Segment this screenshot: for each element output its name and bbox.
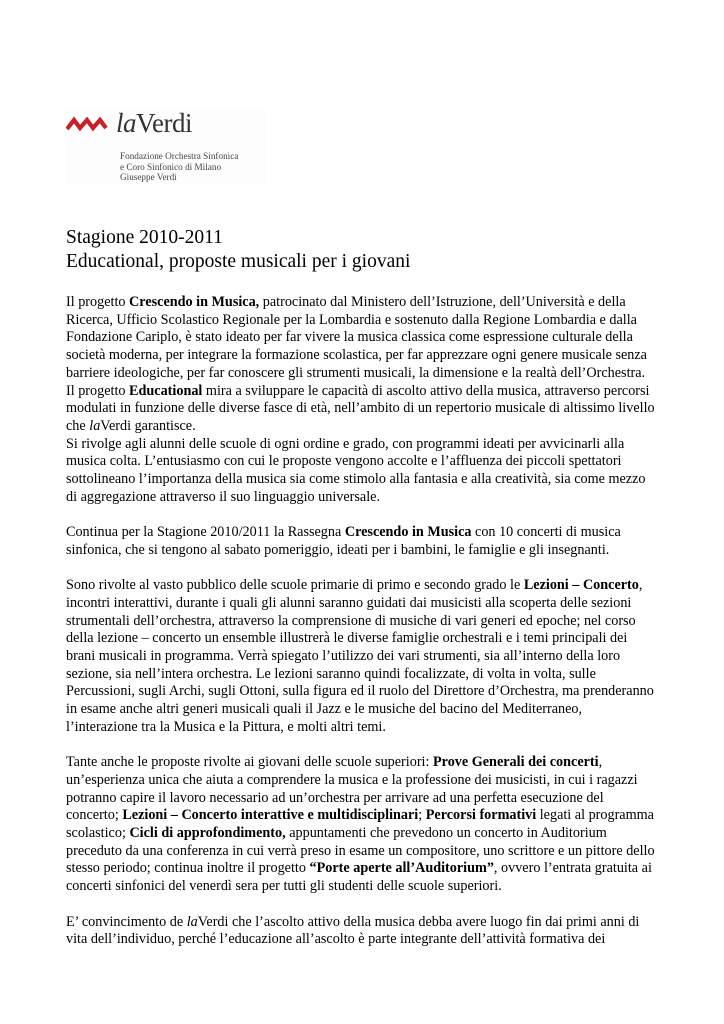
- text-run: potranno capire il lavoro necessario ad un’orchestra per arrivare ad una perfetta esecuzione del: [66, 789, 604, 806]
- text-run: modulati in funzione delle diverse fasce di età, nell’ambito di un repertorio musicale di altissimo livello: [66, 400, 655, 417]
- text-line: [66, 648, 666, 666]
- text-line: [66, 489, 666, 507]
- body-text: [66, 294, 666, 967]
- text-run: preceduto da una conferenza in cui verrà preso in esame un compositore, uno scrittore e un pittore dello: [66, 842, 655, 859]
- logo: [66, 108, 266, 184]
- text-run: società moderna, per integrare la formazione scolastica, per far apprezzare ogni genere musicale senza: [66, 347, 647, 364]
- paragraph: [66, 577, 666, 736]
- text-run: brani musicali in programma. Verrà spiegato l’utilizzo dei vari strumenti, sia all’interno della loro: [66, 648, 621, 665]
- text-line: [66, 436, 666, 454]
- bold-text: Lezioni – Concerto: [523, 577, 639, 594]
- paragraph: [66, 914, 666, 949]
- bold-text: Prove Generali dei concerti: [432, 754, 599, 771]
- text-line: [66, 524, 666, 542]
- italic-text: la: [186, 913, 198, 930]
- text-run: legati al programma: [536, 807, 654, 824]
- text-line: [66, 878, 666, 896]
- text-line: [66, 843, 666, 861]
- text-run: appuntamenti che prevedono un concerto in Auditorium: [285, 825, 607, 842]
- bold-text: Cicli di approfondimento,: [129, 825, 286, 842]
- text-line: [66, 666, 666, 684]
- text-run: che: [66, 417, 90, 434]
- text-run: concerti sinfonici del venerdì sera per tutti gli studenti delle scuole superiori.: [66, 878, 502, 895]
- bold-text: Percorsi formativi: [425, 807, 537, 824]
- text-line: [66, 400, 666, 418]
- text-line: [66, 595, 666, 613]
- logo-subtitle-line: Giuseppe Verdi: [120, 172, 177, 182]
- text-line: [66, 312, 666, 330]
- text-run: con 10 concerti di musica: [471, 524, 621, 541]
- text-run: Il progetto: [66, 294, 130, 310]
- text-run: E’ convincimento de: [66, 913, 187, 930]
- text-run: barriere ideologiche, per far conoscere gli strumenti musicali, la dimensione e la realtà dell’Orchestra.: [66, 364, 646, 381]
- text-run: ,: [638, 577, 643, 594]
- text-run: stesso periodo; continua inoltre il progetto: [66, 860, 310, 877]
- text-line: [66, 347, 666, 365]
- text-run: , ovvero l’entrata gratuita ai: [493, 860, 652, 877]
- text-run: concerto;: [66, 807, 123, 824]
- text-line: [66, 914, 666, 932]
- logo-name-prefix: la: [116, 108, 137, 138]
- text-run: ;: [418, 807, 426, 824]
- text-line: [66, 365, 666, 383]
- text-line: [66, 931, 666, 949]
- bold-text: Lezioni – Concerto interattive e multidisciplinari: [122, 807, 419, 824]
- italic-text: la: [89, 417, 101, 434]
- text-line: [66, 701, 666, 719]
- paragraph: [66, 524, 666, 559]
- text-run: ,: [598, 754, 603, 771]
- text-run: Sono rivolte al vasto pubblico delle scuole primarie di primo e secondo grado le: [66, 577, 524, 594]
- text-line: [66, 418, 666, 436]
- text-line: [66, 719, 666, 737]
- bold-text: Educational: [129, 382, 203, 399]
- text-run: Tante anche le proposte rivolte ai giovani delle scuole superiori:: [66, 754, 433, 771]
- logo-subtitle-line: Fondazione Orchestra Sinfonica: [120, 151, 239, 161]
- text-run: Verdi garantisce.: [100, 417, 196, 434]
- text-run: Si rivolge agli alunni delle scuole di ogni ordine e grado, con programmi ideati per avvicinarli alla: [66, 435, 625, 452]
- text-run: Verdi che l’ascolto attivo della musica debba avere luogo fin dai primi anni di: [197, 913, 640, 930]
- bold-text: Crescendo in Musica: [344, 524, 472, 541]
- text-line: [66, 471, 666, 489]
- text-line: [66, 613, 666, 631]
- text-line: [66, 790, 666, 808]
- text-line: [66, 683, 666, 701]
- page-title: [66, 226, 410, 274]
- logo-name-suffix: Verdi: [136, 108, 192, 138]
- text-run: Ricerca, Ufficio Scolastico Regionale per la Lombardia e sostenuto dalla Regione Lombardia e dalla: [66, 311, 637, 328]
- text-line: [66, 772, 666, 790]
- logo-name: [116, 108, 192, 138]
- text-run: un’esperienza unica che aiuta a comprendere la musica e la professione dei musicisti, in cui i ragazzi: [66, 771, 638, 788]
- bold-text: Crescendo in Musica,: [129, 294, 260, 310]
- text-line: [66, 383, 666, 401]
- text-line: [66, 807, 666, 825]
- text-run: l’interazione tra la Musica e la Pittura, e molti altri temi.: [66, 718, 386, 735]
- text-line: [66, 542, 666, 560]
- text-run: Percussioni, sugli Archi, sugli Ottoni, sulla figura ed il ruolo del Direttore d’Orchestra, ma prenderanno: [66, 683, 654, 700]
- text-line: [66, 630, 666, 648]
- text-run: sinfonica, che si tengono al sabato pomeriggio, ideati per i bambini, le famiglie e gli insegnanti.: [66, 541, 610, 558]
- wave-logo-icon: [66, 116, 110, 132]
- paragraph: [66, 294, 666, 506]
- text-run: in esame anche altri generi musicali quali il Jazz e le musiche del bacino del Mediterraneo,: [66, 701, 583, 718]
- text-line: [66, 860, 666, 878]
- text-run: scolastico;: [66, 825, 130, 842]
- text-run: vita dell’individuo, perché l’educazione all’ascolto è parte integrante dell’attività formativa dei: [66, 931, 606, 948]
- logo-subtitle-line: e Coro Sinfonico di Milano: [120, 161, 222, 172]
- title-line: Educational, proposte musicali per i giovani: [66, 251, 411, 272]
- text-run: incontri interattivi, durante i quali gli alunni saranno guidati dai musicisti alla scoperta delle sezioni: [66, 594, 632, 611]
- text-line: [66, 825, 666, 843]
- logo-subtitle: [120, 151, 238, 183]
- bold-text: “Porte aperte all’Auditorium”: [309, 860, 494, 877]
- text-line: [66, 453, 666, 471]
- text-line: [66, 577, 666, 595]
- text-run: mira a sviluppare le capacità di ascolto attivo della musica, attraverso percorsi: [202, 382, 650, 399]
- title-line: Stagione 2010-2011: [66, 227, 223, 248]
- text-run: di aggregazione attraverso il suo linguaggio universale.: [66, 488, 380, 505]
- text-run: musica colta. L’entusiasmo con cui le proposte vengono accolte e l’affluenza dei piccoli spettatori: [66, 453, 622, 470]
- paragraph: [66, 754, 666, 896]
- text-run: sezione, sia nell’intera orchestra. Le lezioni saranno quindi focalizzate, di volta in volta, sulle: [66, 665, 596, 682]
- text-run: strumentali dell’orchestra, attraverso la comprensione di musiche di vari generi ed epoche; nel corso: [66, 612, 636, 629]
- text-run: della lezione – concerto un ensemble illustrerà le diverse famiglie orchestrali e i temi principali dei: [66, 630, 628, 647]
- text-run: Il progetto: [66, 382, 130, 399]
- text-run: sottolineano l’importanza della musica sia come stimolo alla fantasia e alla creatività, sia come mezzo: [66, 471, 646, 488]
- text-line: [66, 329, 666, 347]
- text-run: patrocinato dal Ministero dell’Istruzione, dell’Università e della: [259, 294, 626, 310]
- text-run: Fondazione Cariplo, è stato ideato per far vivere la musica classica come espressione culturale della: [66, 329, 633, 346]
- text-run: Continua per la Stagione 2010/2011 la Rassegna: [66, 524, 345, 541]
- text-line: [66, 294, 666, 312]
- text-line: [66, 754, 666, 772]
